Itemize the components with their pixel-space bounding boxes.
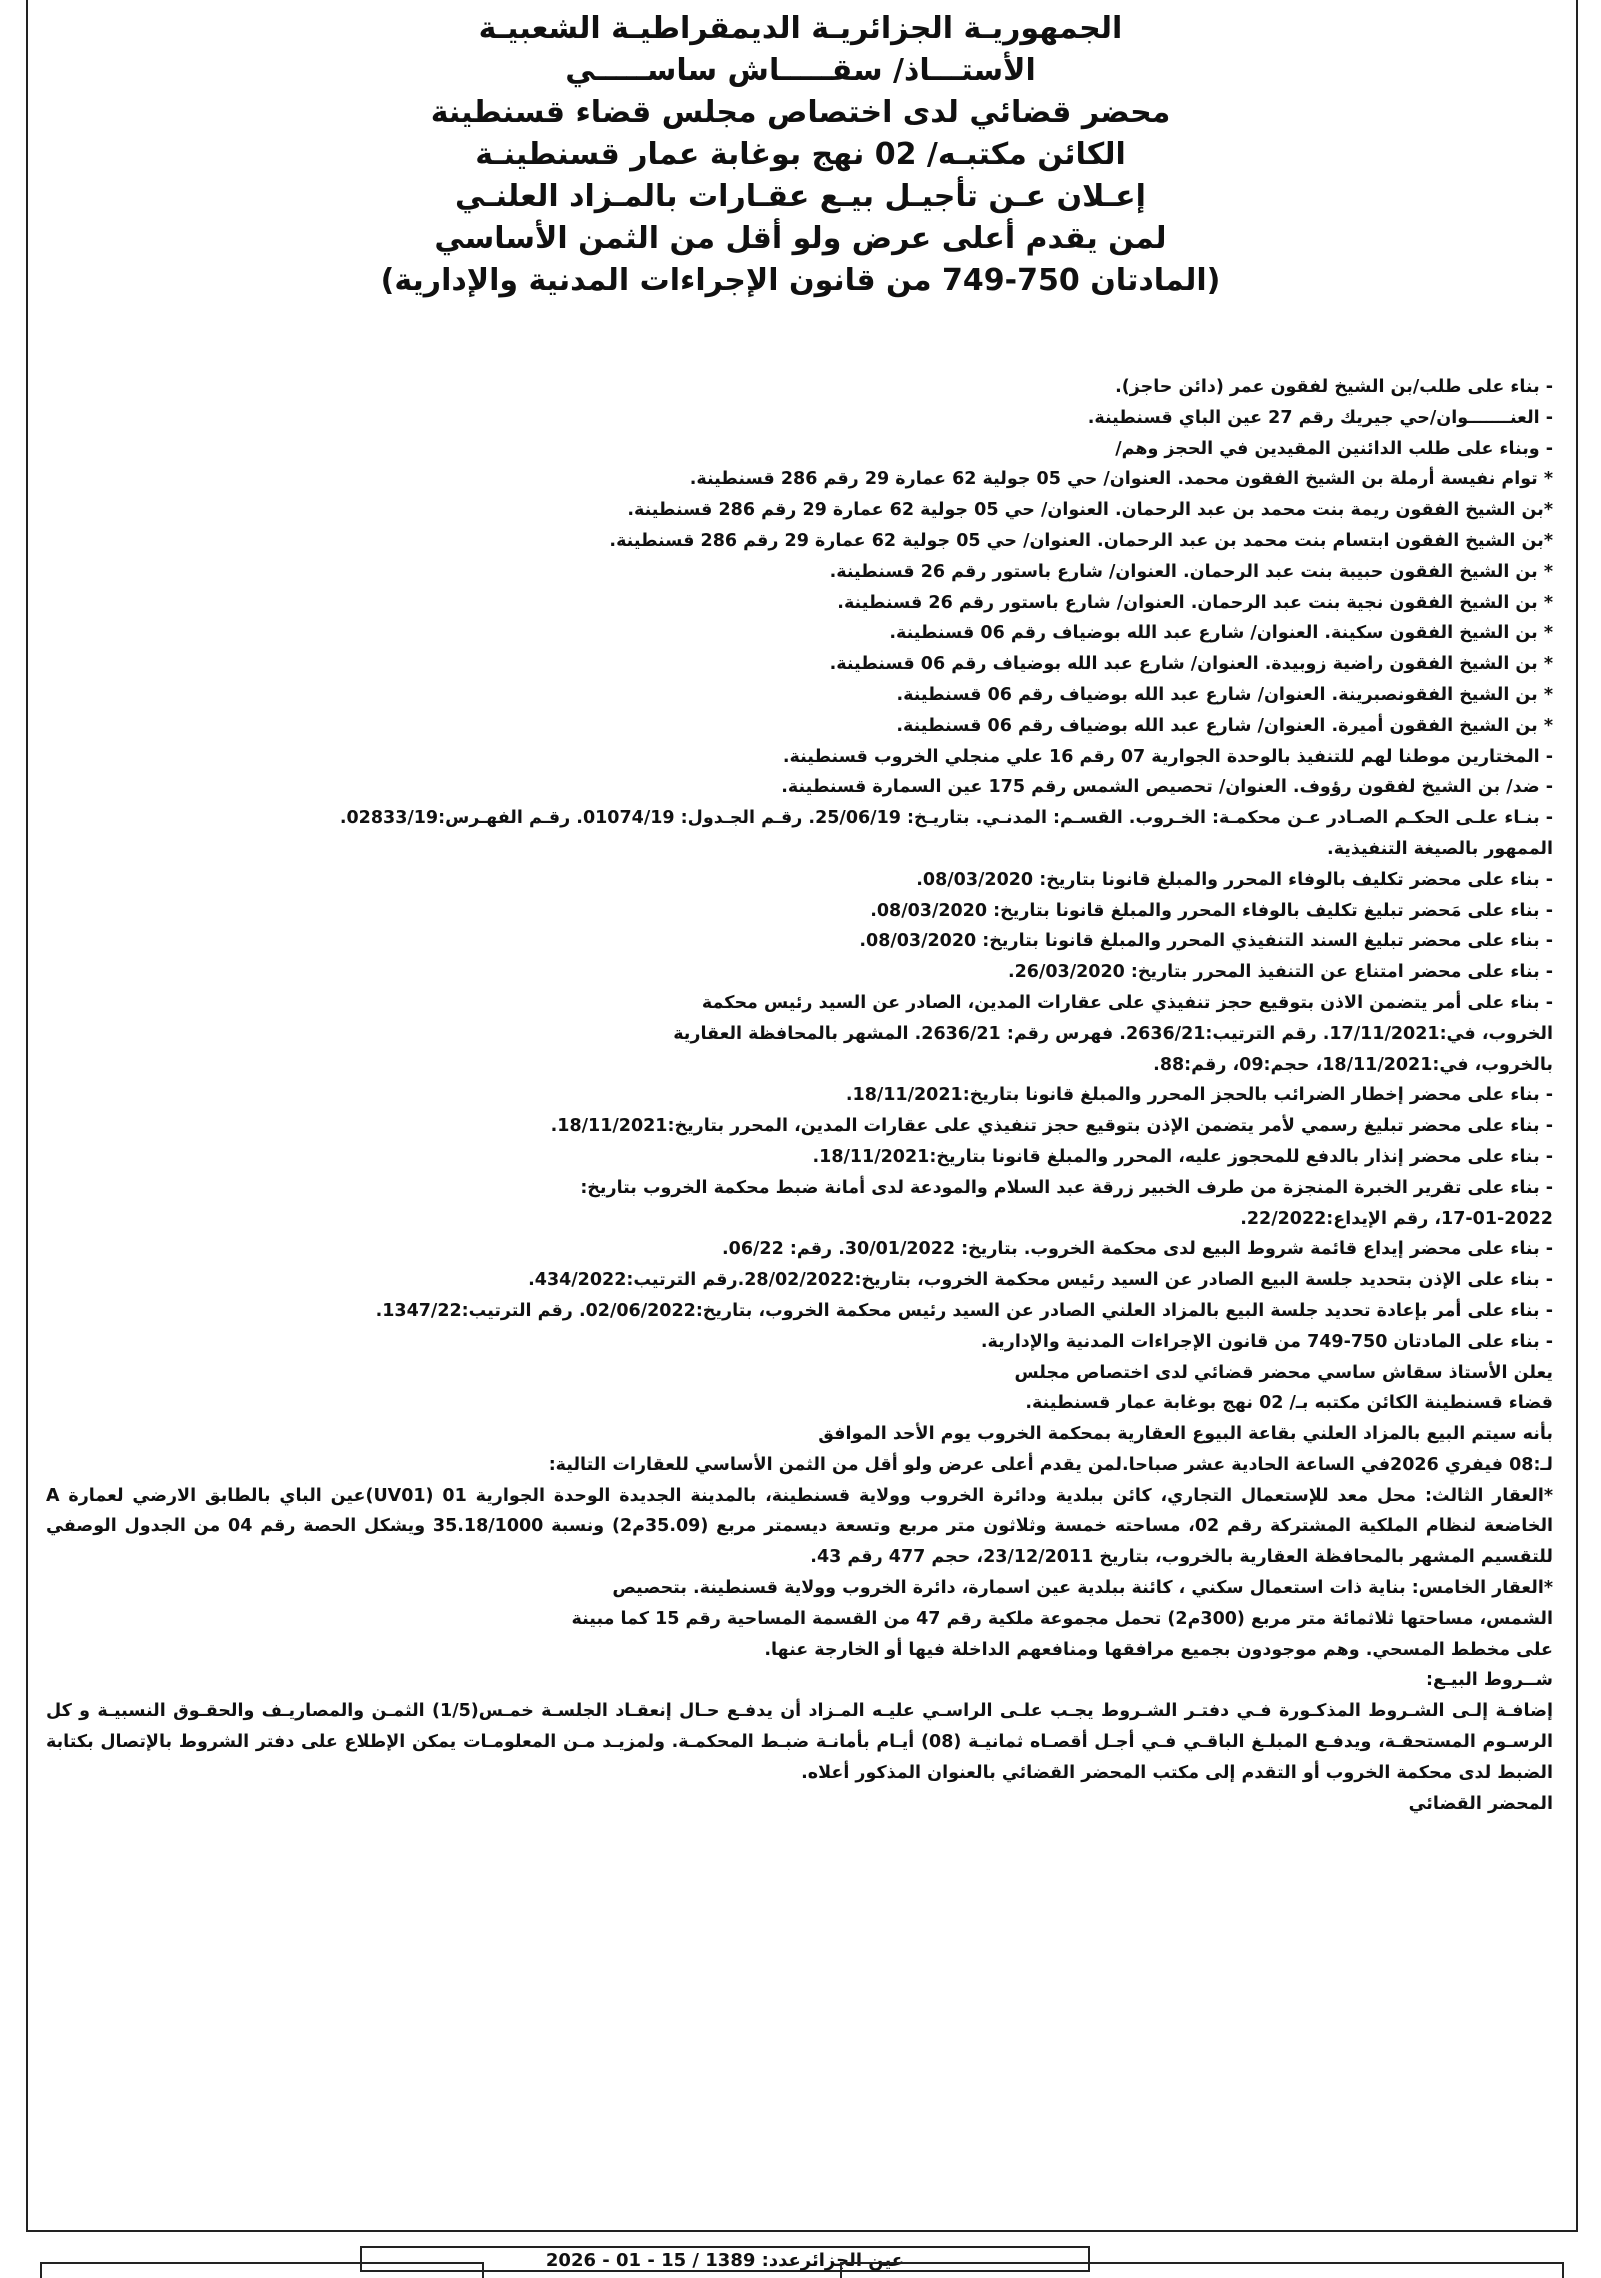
body-line: الممهور بالصيغة التنفيذية. <box>1327 838 1553 859</box>
creditor-line: * بن الشيخ الفقون أميرة. العنوان/ شارع عبد الله بوضياف رقم 06 قسنطينة. <box>896 715 1553 736</box>
creditor-line: * بن الشيخ الفقون حبيبة بنت عبد الرحمان. العنوان/ شارع باستور رقم 26 قسنطينة. <box>829 561 1553 582</box>
procedure-line: - بناء على تقرير الخبرة المنجزة من طرف الخبير زرقة عبد السلام والمودعة لدى أمانة ضبط محكمة الخروب بتاريخ: <box>580 1177 1553 1198</box>
sale-conditions-title: شــروط البيـع: <box>1426 1670 1553 1691</box>
procedure-line: - بناء على محضر إخطار الضرائب بالحجز المحرر والمبلغ قانونا بتاريخ:18/11/2021. <box>845 1085 1553 1106</box>
procedure-line: - بناء على محضر امتناع عن التنفيذ المحرر بتاريخ: 26/03/2020. <box>1007 962 1553 983</box>
header-offer-subtitle: لمن يقدم أعلى عرض ولو أقل من الثمن الأساسي <box>434 221 1167 256</box>
debtor-line: - ضد/ بن الشيخ لفقون رؤوف. العنوان/ تحصيص الشمس رقم 175 عين السمارة قسنطينة. <box>781 777 1553 798</box>
creditor-line: * بن الشيخ الفقون نجية بنت عبد الرحمان. العنوان/ شارع باستور رقم 26 قسنطينة. <box>837 592 1553 613</box>
sale-date-line: لـ:08 فيفري 2026في الساعة الحادية عشر صباحا.لمن يقدم أعلى عرض ولو أقل من الثمن الأساسي للعقارات التالية: <box>548 1454 1553 1475</box>
body-line: - وبناء على طلب الدائنين المقيدين في الحجز وهم/ <box>1115 438 1553 459</box>
next-article-border-left <box>40 2262 484 2278</box>
procedure-line: - بناء على المادتان 750-749 من قانون الإجراءات المدنية والإدارية. <box>980 1331 1553 1352</box>
header-country: الجمهوريـة الجزائريـة الديمقراطيـة الشعبيـة <box>478 11 1123 46</box>
procedure-line: - بناء على الإذن بتحديد جلسة البيع الصادر عن السيد رئيس محكمة الخروب، بتاريخ:28/02/2022.رقم الترتيب:434/2022. <box>528 1270 1553 1291</box>
body-line: - المختارين موطنا لهم للتنفيذ بالوحدة الجوارية 07 رقم 16 علي منجلي الخروب قسنطينة. <box>782 746 1553 767</box>
creditor-line: * بن الشيخ الفقون راضية زوبيدة. العنوان/ شارع عبد الله بوضياف رقم 06 قسنطينة. <box>829 654 1553 675</box>
header-legal-articles: (المادتان 750-749 من قانون الإجراءات المدنية والإدارية) <box>380 263 1221 298</box>
body-line: - بناء على طلب/بن الشيخ لفقون عمر (دائن حاجز). <box>1115 377 1553 397</box>
procedure-line: - بناء على أمر يتضمن الاذن بتوقيع حجز تنفيذي على عقارات المدين، الصادر عن السيد رئيس محكمة <box>701 992 1553 1013</box>
creditor-line: * توام نفيسة أرملة بن الشيخ الفقون محمد. العنوان/ حي 05 جولية 62 عمارة 29 رقم 286 قسنطينة. <box>689 469 1553 490</box>
announcement-body <box>46 372 1553 1819</box>
procedure-line: - بناء على محضر تكليف بالوفاء المحرر والمبلغ قانونا بتاريخ: 08/03/2020. <box>916 869 1553 890</box>
procedure-line: بالخروب، في:18/11/2021، حجم:09، رقم:88. <box>1153 1054 1553 1075</box>
procedure-line: - بناء على أمر بإعادة تحديد جلسة البيع بالمزاد العلني الصادر عن السيد رئيس محكمة الخروب، بتاريخ:02/06/2022. رقم الترتيب:1347/22. <box>375 1300 1553 1321</box>
header-office-address: الكائن مكتبـه/ 02 نهج بوغابة عمار قسنطينـة <box>475 137 1126 172</box>
publication-reference: عين الجزائرعدد: 1389 / 15 - 01 - 2026 <box>360 2246 1090 2272</box>
creditor-line: * بن الشيخ الفقون سكينة. العنوان/ شارع عبد الله بوضياف رقم 06 قسنطينة. <box>889 623 1553 644</box>
announcement-header <box>60 8 1541 302</box>
next-article-border-right <box>840 2262 1564 2278</box>
procedure-line: الخروب، في:17/11/2021. رقم الترتيب:2636/21. فهرس رقم: 2636/21. المشهر بالمحافظة العقارية <box>673 1023 1553 1044</box>
creditor-line: * بن الشيخ الفقونصبرينة. العنوان/ شارع عبد الله بوضياف رقم 06 قسنطينة. <box>896 684 1553 705</box>
procedure-line: - بناء على محضر تبليغ رسمي لأمر يتضمن الإذن بتوقيع حجز تنفيذي على عقارات المدين، المحرر بتاريخ:18/11/2021. <box>550 1116 1553 1137</box>
notice-line: قضاء قسنطينة الكائن مكتبه بـ/ 02 نهج بوغابة عمار قسنطينة. <box>1025 1393 1553 1414</box>
procedure-line: - بناء على محضر إيداع قائمة شروط البيع لدى محكمة الخروب. بتاريخ: 30/01/2022. رقم: 06/22. <box>722 1239 1553 1260</box>
creditor-line: *بن الشيخ الفقون ريمة بنت محمد بن عبد الرحمان. العنوان/ حي 05 جولية 62 عمارة 29 رقم 286 قسنطينة. <box>627 500 1553 521</box>
judgment-line: - بنـاء علـى الحكـم الصـادر عـن محكمـة: الخـروب. القسـم: المدنـي. بتاريـخ: 25/06/19. رقـم الجـدول: 01074/19. رقـم الفهـرس:02833/19. <box>339 808 1553 829</box>
property-five-line: *العقار الخامس: بناية ذات استعمال سكني ، كائنة ببلدية عين اسمارة، دائرة الخروب وولاية قسنطينة. بتحصيص <box>612 1578 1553 1599</box>
property-five-line: الشمس، مساحتها ثلاثمائة متر مربع (300م2) تحمل مجموعة ملكية رقم 47 من القسمة المساحية رقم 15 كما مبينة <box>571 1608 1553 1629</box>
header-bailiff-name: الأستـــاذ/ سقـــــاش ساســـــي <box>565 53 1036 88</box>
notice-line: يعلن الأستاذ سقاش ساسي محضر قضائي لدى اختصاص مجلس <box>1014 1362 1553 1383</box>
procedure-line: - بناء على مَحضر تبليغ تكليف بالوفاء المحرر والمبلغ قانونا بتاريخ: 08/03/2020. <box>870 900 1553 921</box>
sale-conditions-text: إضافـة إلـى الشـروط المذكـورة فـي دفتـر الشـروط يجـب علـى الراسـي عليـه المـزاد أن يدفـع حـال إنعقـاد الجلسـة خمـس(1/5) الثمـن والمصاريـف والحقـوق النسبيـة و كل الرسـوم المستحقـة، ويدفـع المبلـغ الباقـي فـي أجـل أقصـاه ثمانيـة (08) أيـام بأمانـة ضبـط المحكمـة. ولمزيـد مـن المعلومـات يمكن الإطلاع على دفتر الشروط بالإتصال بكتابة الضبط لدى محكمة الخروب أو التقدم إلى مكتب المحضر القضائي بالعنوان المذكور أعلاه. <box>46 1701 1553 1783</box>
procedure-line: - بناء على محضر تبليغ السند التنفيذي المحرر والمبلغ قانونا بتاريخ: 08/03/2020. <box>859 931 1553 952</box>
signature: المحضر القضائي <box>1408 1793 1553 1814</box>
body-line: - العنـــــــوان/حي جيريك رقم 27 عين الباي قسنطينة. <box>1087 407 1553 428</box>
procedure-line: - بناء على محضر إنذار بالدفع للمحجوز عليه، المحرر والمبلغ قانونا بتاريخ:18/11/2021. <box>812 1146 1553 1167</box>
notice-line: بأنه سيتم البيع بالمزاد العلني بقاعة البيوع العقارية بمحكمة الخروب يوم الأحد الموافق <box>818 1424 1553 1445</box>
header-announcement-title: إعـلان عـن تأجيـل بيـع عقـارات بالمـزاد العلنـي <box>455 179 1146 214</box>
procedure-line: 17-01-2022، رقم الإيداع:22/2022. <box>1240 1208 1553 1229</box>
creditor-line: *بن الشيخ الفقون ابتسام بنت محمد بن عبد الرحمان. العنوان/ حي 05 جولية 62 عمارة 29 رقم 286 قسنطينة. <box>609 530 1553 551</box>
header-bailiff-jurisdiction: محضر قضائي لدى اختصاص مجلس قضاء قسنطينة <box>430 95 1171 130</box>
property-three-description: *العقار الثالث: محل معد للإستعمال التجاري، كائن ببلدية ودائرة الخروب وولاية قسنطينة، بالمدينة الجديدة الوحدة الجوارية 01 (UV01)عين الباي بالطابق الارضي لعمارة A الخاضعة لنظام الملكية المشتركة رقم 02، مساحته خمسة وثلاثون متر مربع وتسعة ديسمتر مربع (35.09م2) ونسبة 35.18/1000 ويشكل الحصة رقم 04 من الجدول الوصفي للتقسيم المشهر بالمحافظة العقارية بالخروب، بتاريخ 23/12/2011، حجم 477 رقم 43. <box>46 1485 1554 1568</box>
property-five-line: على مخطط المسحي. وهم موجودون بجميع مرافقها ومنافعهم الداخلة فيها أو الخارجة عنها. <box>764 1639 1553 1660</box>
